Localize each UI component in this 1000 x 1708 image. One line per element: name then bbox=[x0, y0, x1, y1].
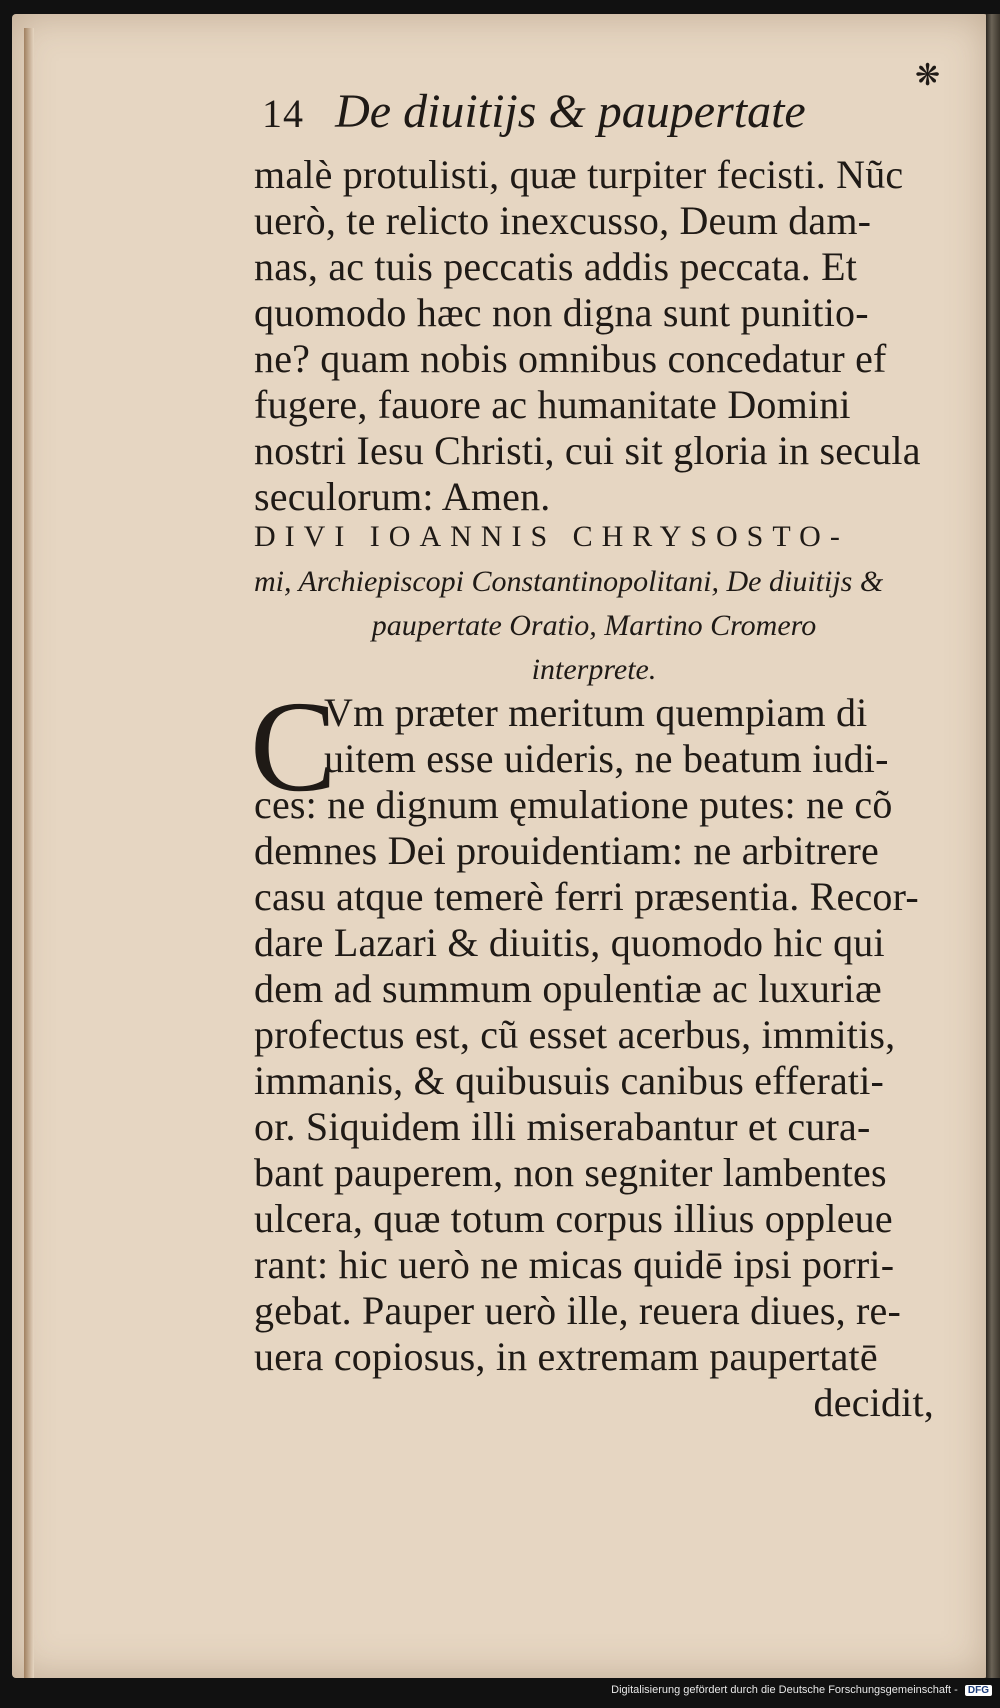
dfg-logo: DFG bbox=[965, 1685, 992, 1696]
text-line: casu atque temerè ferri præsentia. Recor- bbox=[254, 874, 919, 919]
page-gutter-shadow bbox=[24, 28, 34, 1678]
text-line: or. Siquidem illi miserabantur et cura- bbox=[254, 1104, 871, 1149]
text-block-1 bbox=[254, 152, 934, 520]
text-line: uitem esse uideris, ne beatum iudi- bbox=[324, 736, 889, 781]
text-line: rant: hic uerò ne micas quidē ipsi porri- bbox=[254, 1242, 895, 1287]
text-line: dare Lazari & diuitis, quomodo hic qui bbox=[254, 920, 885, 965]
heading-italic-line: paupertate Oratio, Martino Cromero bbox=[371, 609, 817, 642]
text-line: dem ad summum opulentiæ ac luxuriæ bbox=[254, 966, 882, 1011]
text-line: ne? quam nobis omnibus concedatur ef bbox=[254, 336, 887, 381]
heading-italic-line: mi, Archiepiscopi Constantinopolitani, De diuitijs & bbox=[254, 565, 884, 598]
text-line: immanis, & quibusuis canibus efferati- bbox=[254, 1058, 885, 1103]
page-header bbox=[262, 84, 862, 148]
text-line: uerò, te relicto inexcusso, Deum dam- bbox=[254, 198, 872, 243]
text-line: quomodo hæc non digna sunt punitio- bbox=[254, 290, 869, 335]
text-line: fugere, fauore ac humanitate Domini bbox=[254, 382, 851, 427]
text-line: demnes Dei prouidentiam: ne arbitrere bbox=[254, 828, 879, 873]
text-line: malè protulisti, quæ turpiter fecisti. Nũc bbox=[254, 152, 904, 197]
section-heading bbox=[254, 514, 934, 692]
page-number: 14 bbox=[262, 91, 304, 136]
text-line: uera copiosus, in extremam paupertatē bbox=[254, 1334, 878, 1379]
heading-italic-line: interprete. bbox=[531, 653, 657, 686]
digitization-credit bbox=[0, 1684, 1000, 1704]
text-line: Vm præter meritum quempiam di bbox=[324, 690, 868, 735]
text-line: profectus est, cũ esset acerbus, immitis, bbox=[254, 1012, 896, 1057]
text-line: seculorum: Amen. bbox=[254, 474, 551, 519]
credit-text: Digitalisierung gefördert durch die Deutsche Forschungsgemeinschaft - bbox=[611, 1684, 958, 1697]
text-line: gebat. Pauper uerò ille, reuera diues, re- bbox=[254, 1288, 901, 1333]
text-block-2 bbox=[250, 675, 934, 1426]
text-line: ulcera, quæ totum corpus illius oppleue bbox=[254, 1196, 893, 1241]
drop-cap: C bbox=[250, 675, 337, 819]
ornament-asterisk: ❋ bbox=[915, 58, 941, 93]
heading-caps-line: DIVI IOANNIS CHRYSOSTO- bbox=[254, 520, 849, 553]
running-title: De diuitijs & paupertate bbox=[335, 85, 806, 138]
text-line: bant pauperem, non segniter lambentes bbox=[254, 1150, 887, 1195]
text-line: nas, ac tuis peccatis addis peccata. Et bbox=[254, 244, 858, 289]
catchword: decidit, bbox=[813, 1380, 934, 1425]
page-edge bbox=[986, 14, 1000, 1678]
text-line: ces: ne dignum ęmulatione putes: ne cõ bbox=[254, 782, 893, 827]
text-line: nostri Iesu Christi, cui sit gloria in secula bbox=[254, 428, 921, 473]
